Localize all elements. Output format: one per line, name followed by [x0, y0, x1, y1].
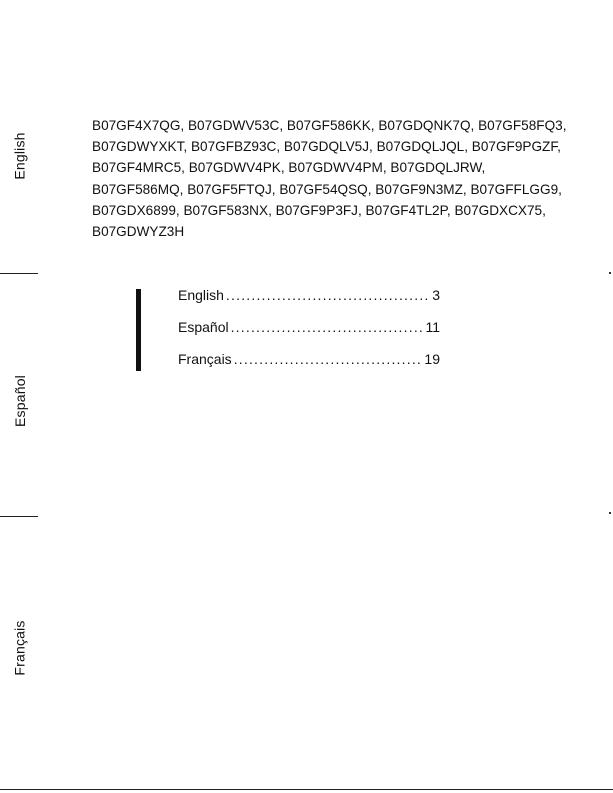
toc-entry-page: 11	[425, 319, 440, 335]
toc-accent-bar	[136, 289, 141, 371]
side-tab-english-label: English	[12, 132, 29, 180]
edge-tick-mark	[609, 272, 611, 274]
side-tab-francais	[0, 592, 40, 704]
toc-entry-label: Español	[178, 319, 229, 335]
toc-entry-espanol[interactable]	[178, 319, 440, 351]
side-tab-english	[0, 100, 40, 212]
side-tab-francais-label: Français	[12, 620, 29, 676]
toc-list	[178, 287, 440, 383]
toc-entry-francais[interactable]	[178, 351, 440, 383]
tab-divider	[0, 273, 38, 274]
model-number-list: B07GF4X7QG, B07GDWV53C, B07GF586KK, B07GDQNK7Q, B07GF58FQ3, B07GDWYXKT, B07GFBZ93C, B07GDQLV5J, B07GDQLJQL, B07GF9PGZF, B07GF4MRC5, B07GDWV4PK, B07GDWV4PM, B07GDQLJRW, B07GF586MQ, B07GF5FTQJ, B07GF54QSQ, B07GF9N3MZ, B07GFFLGG9, B07GDX6899, B07GF583NX, B07GF9P3FJ, B07GF4TL2P, B07GDXCX75, B07GDWYZ3H	[92, 118, 567, 240]
table-of-contents	[136, 287, 446, 371]
bottom-rule	[0, 789, 613, 790]
toc-entry-label: English	[178, 287, 224, 303]
edge-tick-mark	[609, 512, 611, 514]
side-tab-espanol	[0, 345, 40, 457]
toc-dot-leader	[226, 287, 429, 303]
tab-divider	[0, 516, 38, 517]
toc-dot-leader	[234, 351, 422, 367]
toc-entry-label: Français	[178, 351, 232, 367]
toc-entry-english[interactable]	[178, 287, 440, 319]
toc-dot-leader	[231, 319, 423, 335]
toc-entry-page: 19	[424, 351, 440, 367]
side-tab-espanol-label: Español	[12, 375, 28, 427]
toc-entry-page: 3	[432, 287, 440, 303]
